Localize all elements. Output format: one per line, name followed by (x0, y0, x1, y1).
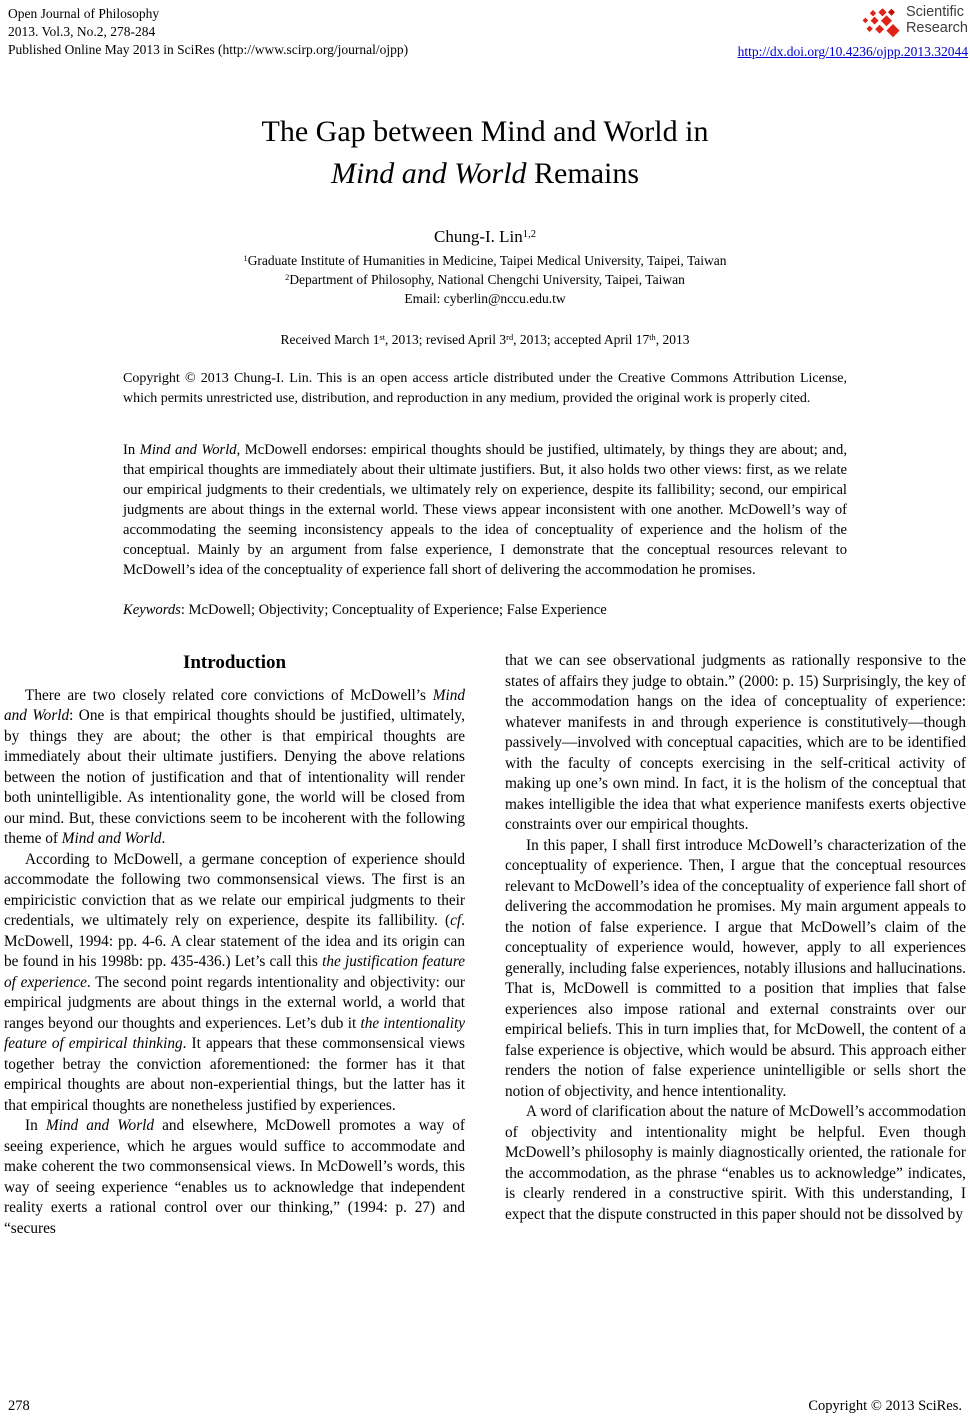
page-number: 278 (8, 1398, 30, 1414)
journal-name: Open Journal of Philosophy (8, 6, 160, 21)
affiliation-2: $^2$Department of Philosophy, National Chengchi University, Taipei, Taiwan (285, 272, 685, 287)
journal-header (0, 0, 970, 61)
paragraph: In this paper, I shall first introduce McDowell’s characterization of the conceptuality of experience. Then, I argue that the conceptual resources relevant to McDowell’s idea of the conceptuality of experience fall short of delivering the accommodation he promises. My main argument appeals to the notion of false experience. I argue that McDowell’s claim of the conceptuality of experience would, however, apply to all experiences generally, including false experiences, notably illusions and hallucinations. That is, McDowell is committed to a position that implies that false experiences also impose rational and external constraints over our empirical beliefs. This in turn implies that, for McDowell, the content of a false experience is objective, which would be absurd. This approach either renders the notion of false experience unintelligible or sells short the notion of objectivity, and hence intentionality. (505, 836, 966, 1100)
journal-info (8, 5, 408, 61)
journal-published-info: Published Online May 2013 in SciRes (http://www.scirp.org/journal/ojpp) (8, 42, 409, 57)
affiliations (0, 251, 970, 308)
scientific-research-logo (738, 5, 968, 43)
logo-text-line2: Research (905, 19, 968, 36)
copyright-notice: Copyright © 2013 Chung-I. Lin. This is an open access article distributed under the Creative Commons Attribution License, which permits unrestricted use, distribution, and reproduction in any medium, provided the original work is properly cited. (123, 371, 847, 406)
body-columns (4, 651, 966, 1239)
paragraph: A word of clarification about the nature of McDowell’s accommodation of objectivity and intentionality might be helpful. Even though McDowell’s philosophy is mainly diagnostically oriented, the rationale for the accommodation, as the phrase “enables us to acknowledge” indicates, is clearly rendered in a constructive spirit. With this understanding, I expect that the dispute constructed in this paper should not be dissolved by (505, 1103, 966, 1223)
paragraph: In Mind and World and elsewhere, McDowell promotes a way of seeing experience, which he argues would suffice to accommodate and make coherent the two commonsensical views. In McDowell’s words, this way of seeing experience “enables us to acknowledge that independent reality exerts a rational control over our thinking,” (1994: p. 27) and “secures (4, 1117, 465, 1237)
affiliation-1: $^1$Graduate Institute of Humanities in Medicine, Taipei Medical University, Taipei, Taiwan (243, 253, 727, 268)
author-email: Email: cyberlin@nccu.edu.tw (404, 291, 566, 306)
section-heading-introduction: Introduction (182, 652, 287, 673)
doi-link[interactable]: http://dx.doi.org/10.4236/ojpp.2013.32044 (737, 44, 968, 59)
scientific-research-logo-icon (860, 7, 902, 43)
logo-text-line1: Scientific (905, 4, 964, 20)
header-right (738, 5, 968, 61)
paragraph: that we can see observational judgments as rationally responsive to the states of affairs they judge to obtain.” (2000: p. 15) Surprisingly, the key of the accommodation hangs on the idea of conceptuality of experience: whatever manifests in and through experience is constitutively—though passively—involved with conceptual capacities, which are to be identified with the faculty of concepts exercising in the self-critical activity of making up one’s own mind. In fact, it is the holism of the conceptual that makes intelligible the idea that what experience manifests exerts objective constraints over our empirical thoughts. (505, 652, 966, 833)
right-column (505, 651, 966, 1239)
logo-text (906, 5, 968, 36)
paragraph: According to McDowell, a germane conception of experience should accommodate the following two commonsensical views. The first is an empiricistic conviction that as we relate our empirical judgments to their credentials, we ultimately rely on experience, despite its fallibility. (cf. McDowell, 1994: pp. 4-6. A clear statement of the idea and its origin can be found in his 1998b: pp. 435-436.) Let’s call this the justification feature of experience. The second point regards intentionality and objectivity: our empirical judgments are about things in the external world, a world that ranges beyond our thoughts and experiences. Let’s dub it the intentionality feature of empirical thinking. It appears that these commonsensical views together betray the conviction aforementioned: the former has it that empirical thoughts are about non-experiential things, but the latter has it that empirical thoughts are nonetheless justified by experiences. (4, 850, 465, 1114)
journal-issue: 2013. Vol.3, No.2, 278-284 (8, 24, 156, 39)
author-name: Chung-I. Lin$^{1,2}$ (434, 227, 536, 246)
doi-container (738, 43, 968, 61)
left-column (4, 651, 465, 1239)
keywords: Keywords: McDowell; Objectivity; Conceptuality of Experience; False Experience (123, 602, 607, 618)
abstract: In Mind and World, McDowell endorses: empirical thoughts should be justified, ultimately, by things they are about; and, that empirical thoughts are immediately about their ultimate justifiers. But, it also holds two other views: first, as we relate our empirical judgments to their credentials, we ultimately rely on experience, despite its fallibility; second, our empirical judgments are about things in the external world. These views appear inconsistent with one another. McDowell’s way of accommodating the seeming inconsistency appeals to the idea of conceptuality of experience and the holism of the conceptual. Mainly by an argument from false experience, I demonstrate that the conceptual resources relevant to McDowell’s idea of the conceptuality of experience fall short of delivering the accommodation he promises. (123, 442, 847, 578)
footer-copyright: Copyright © 2013 SciRes. (808, 1398, 962, 1414)
paper-title-line1: The Gap between Mind and World in (261, 115, 709, 148)
paper-title-line2: Mind and World Remains (330, 157, 640, 190)
received-dates: Received March 1st, 2013; revised April 3rd, 2013; accepted April 17th, 2013 (280, 332, 690, 347)
paper-title (0, 111, 970, 195)
page-footer (8, 1398, 962, 1415)
paragraph: There are two closely related core convictions of McDowell’s Mind and World: One is that empirical thoughts should be justified, ultimately, by things they are about; the other is that empirical thoughts are immediately about their ultimate justifiers. Denying the above relations between the notion of justification and that of intentionality will render both unintelligible. As intentionality gone, the world will be closed from our mind. But, these convictions seem to be incoherent with the following theme of Mind and World. (4, 686, 466, 847)
